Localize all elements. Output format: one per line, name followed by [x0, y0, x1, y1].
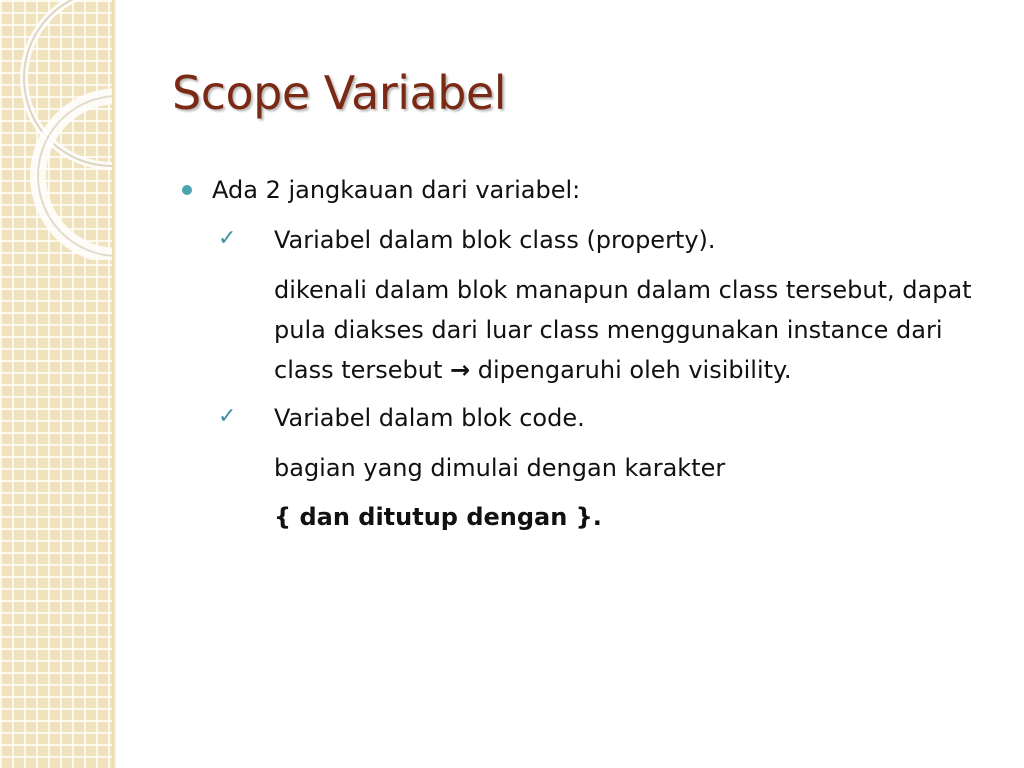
bullet-dot-icon [182, 185, 192, 195]
slide-content [178, 172, 998, 536]
description-text-continued: dipengaruhi oleh visibility. [470, 356, 792, 384]
check-item-heading: Variabel dalam blok code. [274, 404, 585, 432]
check-item-heading: Variabel dalam blok class (property). [274, 226, 716, 254]
bullet-text: Ada 2 jangkauan dari variabel: [212, 176, 581, 204]
checkmark-icon: ✓ [218, 226, 237, 251]
decorative-rings-icon [0, 0, 112, 260]
checkmark-icon: ✓ [218, 404, 237, 429]
bullet-item [178, 172, 998, 208]
decorative-side-strip [0, 0, 112, 768]
side-strip-edge [112, 0, 116, 768]
right-arrow-icon: → [450, 356, 471, 384]
check-item-code-block [178, 400, 998, 436]
slide-title: Scope Variabel [172, 66, 507, 120]
check-item-description: bagian yang dimulai dengan karakter [274, 454, 726, 482]
check-item-description [178, 270, 998, 390]
description-text: dikenali dalam blok manapun dalam class tersebut, dapat pula diakses dari luar class menggunakan instance dari class tersebut [274, 276, 972, 384]
bold-brace-line: { dan ditutup dengan }. [274, 503, 602, 531]
check-item-class-block [178, 222, 998, 258]
